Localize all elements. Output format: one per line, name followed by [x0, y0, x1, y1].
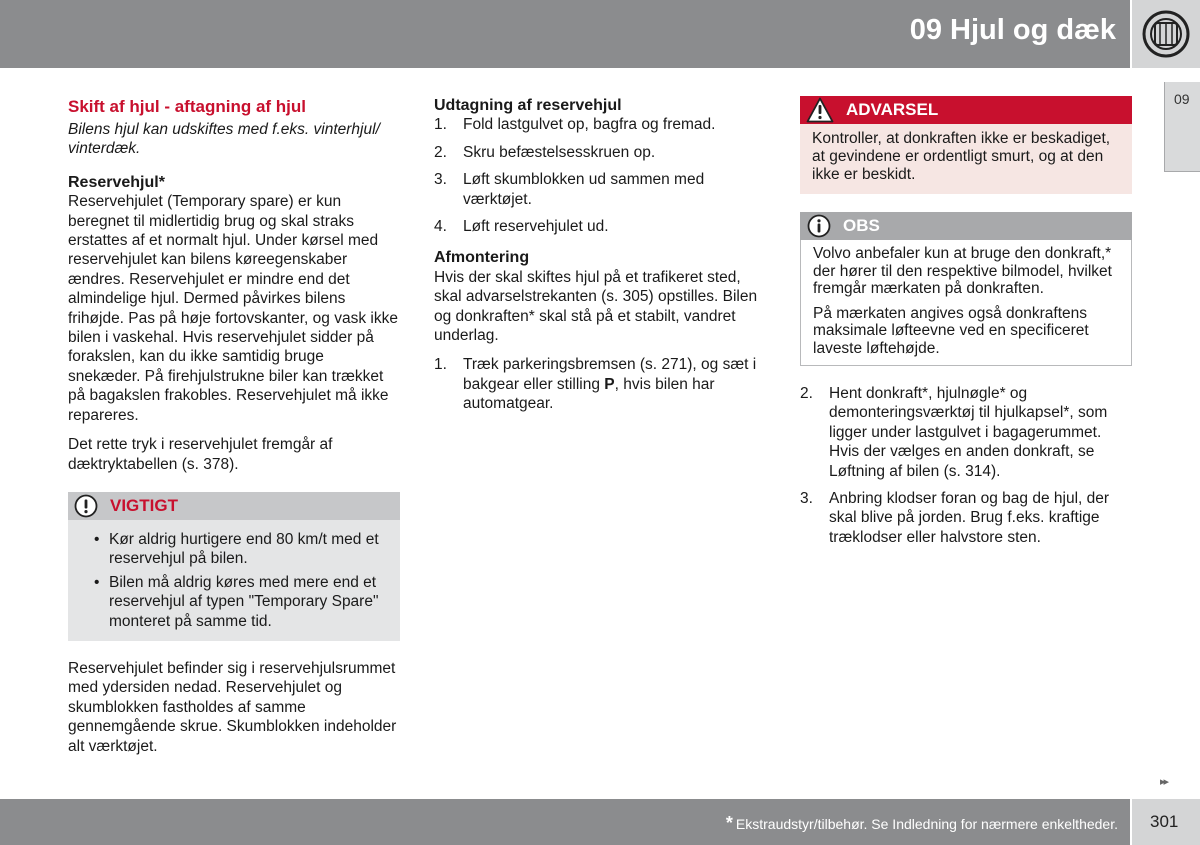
step-text-part: Træk parkeringsbremsen (s. 271), og sæt i bakgear eller stilling [463, 356, 757, 393]
step-number: 4. [434, 218, 447, 236]
warning-triangle-icon [806, 97, 834, 123]
step-text: Hent donkraft*, hjulnøgle* og demonteringsværktøj til hjulkapsel*, som ligger under lastgulvet i bagagerummet. Hvis der vælges en anden donkraft, se Løftning af bilen (s. 314). [829, 385, 1108, 480]
step-number: 2. [434, 143, 447, 161]
paragraph-placering: Reservehjulet befinder sig i reservehjulsrummet med ydersiden nedad. Reservehjulet og skumblokken fastholdes af samme gennemgående skrue. Skumblokken indeholder alt værktøjet. [68, 659, 397, 755]
warning-text: Kontroller, at donkraften ikke er beskadiget, at gevindene er ordentligt smurt, og at den ikke er beskidt. [800, 124, 1132, 194]
paragraph-afmontering: Hvis der skal skiftes hjul på et trafikeret sted, skal advarselstrekanten (s. 305) opstilles. Bilen og donkraften* skal stå på et stabilt, vandret underlag. [434, 268, 758, 345]
footer-note [726, 813, 1118, 834]
note-box [800, 212, 1132, 366]
warning-box [800, 96, 1132, 194]
step-text: Anbring klodser foran og bag de hjul, der skal blive på jorden. Brug f.eks. kraftige træklodser eller halvstore sten. [829, 490, 1110, 546]
column-3 [800, 96, 1132, 547]
note-paragraph: Volvo anbefaler kun at bruge den donkraft,* der hører til den respektive bilmodel, hvilket fremgår mærkaten på donkraften. [813, 245, 1112, 297]
column-1 [68, 96, 400, 756]
step-number: 3. [434, 171, 447, 189]
step-text: Skru befæstelsesskruen op. [463, 143, 656, 161]
exclamation-circle-icon [74, 494, 98, 518]
list-item [434, 115, 766, 134]
important-box [68, 492, 400, 641]
page-number: 301 [1150, 812, 1179, 831]
heading-afmontering: Afmontering [434, 249, 530, 267]
footnote-text: Ekstraudstyr/tilbehør. Se Indledning for nærmere enkeltheder. [735, 816, 1118, 832]
chapter-side-tab[interactable] [1164, 82, 1200, 172]
step-text: Løft reservehjulet ud. [463, 218, 609, 236]
paragraph-reservehjul: Reservehjulet (Temporary spare) er kun beregnet til midlertidig brug og skal straks erstattes af et normalt hjul. Under kørsel med reservehjulet kan bilens køreegenskaber ændres. Reservehjulet er mindre end det almindelige hjul. Dermed påvirkes bilens frihøjde. Pas på høje fortovskanter, og vask ikke bilen i vaskehal. Hvis reservehjulet sidder på forakslen, kan du ikke samtidig bruge snekæder. På firehjulstrukne biler kan trækket på bagakslen frakobles. Reservehjulet må ikke repareres. [68, 193, 398, 424]
side-tab-label: 09 [1174, 91, 1190, 107]
important-box-header [68, 492, 400, 520]
step-text: Fold lastgulvet op, bagfra og fremad. [463, 116, 716, 134]
column-2 [434, 96, 766, 414]
warning-box-header [800, 96, 1132, 124]
list-item [434, 355, 766, 413]
list-item: • Bilen må aldrig køres med mere end et reservehjul af typen "Temporary Spare" monteret på samme tid. [80, 573, 388, 631]
steps-continued [800, 384, 1132, 547]
list-item [434, 217, 766, 236]
step-number: 1. [434, 116, 447, 134]
gear-position: P [604, 375, 615, 393]
step-text [463, 355, 766, 413]
section-subtitle: Bilens hjul kan udskiftes med f.eks. vinterhjul/ vinterdæk. [68, 121, 380, 158]
step-number: 3. [800, 490, 813, 508]
note-body [800, 240, 1132, 366]
note-label: OBS [843, 216, 880, 236]
important-list [68, 520, 400, 641]
list-item [434, 170, 766, 209]
next-page-marker[interactable]: ▸▸ [1160, 776, 1168, 788]
step-text: Løft skumblokken ud sammen med værktøjet. [463, 171, 705, 208]
footnote-star: * [725, 813, 733, 833]
step-number: 1. [434, 356, 447, 374]
header-icon-box [1132, 0, 1200, 68]
list-item [800, 384, 1132, 481]
warning-label: ADVARSEL [846, 100, 939, 120]
info-circle-icon [807, 214, 831, 238]
heading-reservehjul: Reservehjul* [68, 173, 165, 191]
step-text-part: , hvis bilen har automatgear. [463, 375, 715, 413]
note-box-header [800, 212, 1132, 240]
note-paragraph: På mærkaten angives også donkraftens maksimale løfteevne ved en specificeret laveste løftehøjde. [813, 304, 1089, 357]
list-item [434, 143, 766, 162]
steps-afmontering [434, 355, 766, 413]
important-label: VIGTIGT [110, 496, 178, 516]
heading-udtagning: Udtagning af reservehjul [434, 97, 622, 114]
tire-icon [1140, 8, 1192, 60]
list-item [800, 489, 1132, 547]
chapter-title: 09 Hjul og dæk [909, 14, 1116, 46]
steps-udtagning [434, 115, 766, 236]
paragraph-tryk: Det rette tryk i reservehjulet fremgår af dæktryktabellen (s. 378). [68, 436, 333, 473]
list-item: • Kør aldrig hurtigere end 80 km/t med et reservehjul på bilen. [80, 530, 388, 569]
step-number: 2. [800, 385, 813, 402]
section-title: Skift af hjul - aftagning af hjul [68, 97, 306, 116]
